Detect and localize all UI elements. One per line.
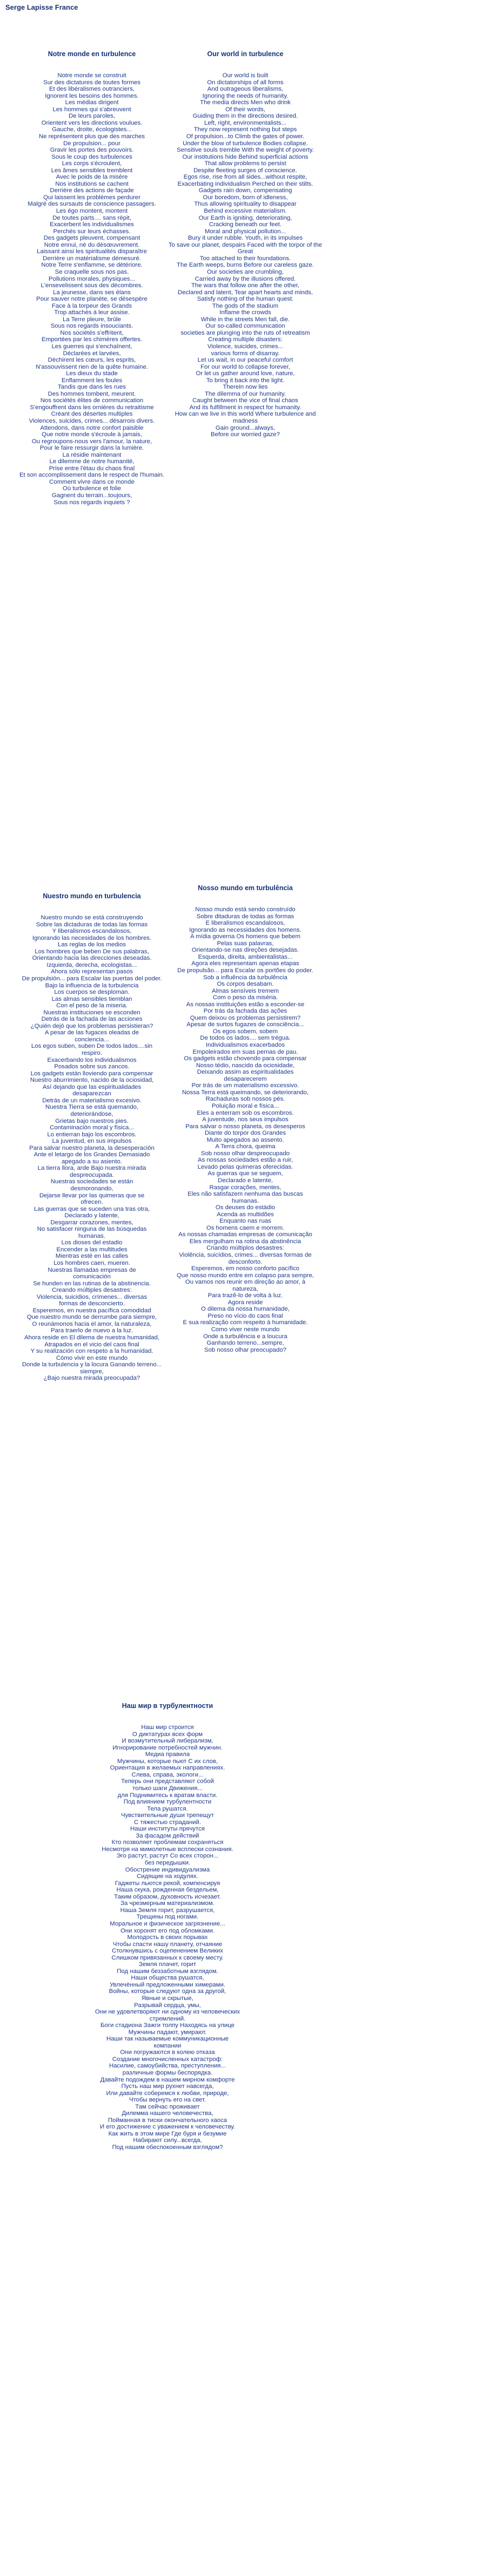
poem-text: Nosso mundo está sendo construído Sobre ditaduras de todas as formas E liberalismos escandalosos, Ignorando as necessidades dos homens. A mídia governa Os homens que bebem Pelas suas palavras, Orientando-se nas direções desejadas. Esquerda, direita, ambientalistas... Agora eles representam apenas etapas De propulsão... para Escalar os portões do poder. Sob a influência da turbulência Os corpos desabam. Almas sensíveis tremem Com o peso da miséria. As nossas instituições estão a esconder-se Por trás da fachada das ações Quem deixou os problemas persistirem? Apesar de surtos fugazes de consciência... Os egos sobem, sobem De todos os lados.... sem trégua. Individualismos exacerbados Empoleirados em suas pernas de pau. Os gadgets estão chovendo para compensar Nosso tédio, nascido da ociosidade, Deixando assim as espiritualidades desaparecerem Por trás de um materialismo excessivo. Nossa Terra está queimando, se deteriorando, Rachaduras sob nossos pés. Poluição moral e física... Eles a enterram sob os escombros. A juventude, nos seus impulsos Para salvar o nosso planeta, os desesperos Diante do torpor dos Grandes Muito apegados ao assento. A Terra chora, queima Sob nosso olhar despreocupado As nossas sociedades estão a ruir, Levado pelas quimeras oferecidas. As guerras que se seguem, Declarado e latente, Rasgar corações, mentes, Eles não satisfazem nenhuma das buscas humanas. Os deuses do estádio Acenda as multidões Enquanto nas ruas Os homens caem e morrem. As nossas chamadas empresas de comunicação Eles mergulham na rotina da abstinência Criando múltiplos desastres: Violência, suicídios, crimes... diversas formas de desconforto. Esperemos, em nosso conforto pacífico Que nosso mundo entre em colapso para sempre, Ou vamos nos reunir em direção ao amor, à natureza, Para trazê-lo de volta à luz. Agora reside O dilema da nossa humanidade, Preso no vício do caos final E sua realização com respeito à humanidade. Como viver neste mundo Onde a turbulência e a loucura Ganhando terreno...sempre, Sob nosso olhar preocupado? [177, 906, 314, 1353]
poem-russian [86, 1695, 249, 2158]
poem-text: Notre monde se construit Sur des dictatures de toutes formes Et des libéralismes outranciers, Ignorent les besoins des hommes. Les médias dirigent Les hommes qui s'abreuvent De leurs paroles, Orientent vers les directions voulues. Gauche, droite, écologistes... Ne représentent plus que des marches De propulsion... pour Gravir les portes des pouvoirs. Sous le coup des turbulences Les corps s'écroulent, Les âmes sensibles tremblent Avec le poids de la misère Nos institutions se cachent Derrière des actions de façade Qui laissent les problèmes perdurer Malgré des sursauts de conscience passagers. Les égo montent, montent De toutes parts.... sans répit, Exacerbent les individualismes Perchés sur leurs échasses. Des gadgets pleuvent, compensant Notre ennui, né du désœuvrement. Laissant ainsi les spiritualités disparaître Derrière un matérialisme démesuré. Notre Terre s'enflamme, se détériore. Se craquelle sous nos pas. Pollutions morales, physiques... L'ensevelissent sous des décombres. La jeunesse, dans ses élans Pour sauver notre planète, se désespère Face à la torpeur des Grands Trop attachés à leur assise. La Terre pleure, brûle Sous nos regards insouciants. Nos sociétés s'effritent, Emportées par les chimères offertes. Les guerres qui s'enchaînent, Déclarées et larvées, Déchirent les cœurs, les esprits, N'assouvissent rien de la quête humaine. Les dieux du stade Enflamment les foules Tandis que dans les rues Des hommes tombent, meurent. Nos sociétés élites de communication S'engouffrent dans les ornières du retraitisme Créant des désertes multiples Violences, suicides, crimes... désarrois divers. Attendons, dans notre confort paisible Que notre monde s'écroule à jamais, Ou regroupons-nous vers l'amour, la nature, Pour le faire ressurgir dans la lumière. La résidie maintenant Le dilemme de notre humanité, Prise entre l'étau du chaos final Et son accomplissement dans le respect de l'humain. Comment vivre dans ce monde Où turbulence et folie Gagnent du terrain...toujours, Sous nos regards inquiets ? [19, 72, 165, 506]
poem-text: Nuestro mundo se está construyendo Sobre las dictaduras de todas las formas Y liberalismos escandalosos, Ignorando las necesidades de los hombres. Las reglas de los medios Los hombres que beben De sus palabras, Orientando hacia las direcciones deseadas. Izquierda, derecha, ecologistas... Ahora sólo representan pasos De propulsión... para Escalar las puertas del poder. Bajo la influencia de la turbulencia Los cuerpos se desploman. Las almas sensibles tiemblan Con el peso de la miseria. Nuestras instituciones se esconden Detrás de la fachada de las acciones ¿Quién dejó que los problemas persistieran? A pesar de las fugaces oleadas de conciencia... Los egos suben, suben De todos lados....sin respiro. Exacerbando los individualismos Posados sobre sus zancos. Los gadgets están lloviendo para compensar Nuestro aburrimiento, nacido de la ociosidad, Así dejando que las espiritualidades desaparezcan Detrás de un materialismo excesivo. Nuestra Tierra se está quemando, deteriorándose, Grietas bajo nuestros pies. Contaminación moral y física... Lo entierran bajo los escombros. La juventud, en sus impulsos Para salvar nuestro planeta, la desesperación Ante el letargo de los Grandes Demasiado apegado a su asiento. La tierra llora, arde Bajo nuestra mirada despreocupada. Nuestras sociedades se están desmoronando, Dejarse llevar por las quimeras que se ofrecen. Las guerras que se suceden una tras otra, Declarado y latente, Desgarrar corazones, mentes, No satisfacer ninguna de las búsquedas humanas. Los dioses del estadio Encender a las multitudes Mientras esté en las calles Los hombres caen, mueren. Nuestras llamadas empresas de comunicación Se hunden en las rutinas de la abstinencia. Creando múltiples desastres: Violencia, suicidios, crímenes... diversas formas de desconcierto. Esperemos, en nuestra pacífica comodidad Que nuestro mundo se derrumbe para siempre, O reunámonos hacia el amor, la naturaleza, Para traerlo de nuevo a la luz. Ahora reside en El dilema de nuestra humanidad, Atrapados en el vicio del caos final Y su realización con respeto a la humanidad. Cómo vivir en este mundo Donde la turbulencia y la locura Ganando terreno... siempre, ¿Bajo nuestra mirada preocupada? [22, 914, 162, 1382]
poem-portuguese [167, 877, 324, 1360]
poem-text: Наш мир строится О диктатурах всех форм И возмутительный либерализм, Игнорирование потребностей мужчин. Медиа правила Мужчины, которые пьют С их слов, Ориентация в желаемых направлениях. Слева, справа, экологи... Теперь они представляют собой только шаги Движения... для Поднимитесь к вратам власти. Под влиянием турбулентности Тела рушатся. Чувствительные души трепещут С тяжестью страданий. Наши институты прячутся За фасадом действий Кто позволяет проблемам сохраняться Несмотря на мимолетные всплески сознания. Эго растут, растут Со всех сторон... без передышки. Обострение индивидуализма Сидящие на ходулях. Гаджеты льются рекой, компенсируя Наша скука, рожденная бездельем, Таким образом, духовность исчезает. За чрезмерным материализмом. Наша Земля горит, разрушается, Трещины под ногами. Моральное и физическое загрязнение... Они хоронят его под обломками. Молодость в своих порывах Чтобы спасти нашу планету, отчаяние Столкнувшись с оцепенением Великих Слишком привязанных к своему месту. Земля плачет, горит Под нашим беззаботным взглядом. Наши общества рушатся, Увлечённый предложенными химерами. Войны, которые следуют одна за другой, Явные и скрытые, Разрывай сердца, умы, Они не удовлетворяют ни одному из человеческих стремлений. Боги стадиона Зажги толпу Находясь на улице Мужчины падают, умирают. Наши так называемые коммуникационные компании Они погружаются в колею отказа Создание многочисленных катастроф: Насилие, самоубийства, преступления... различные формы беспорядка. Давайте подождем в нашем мирном комфорте Пусть наш мир рухнет навсегда, Или давайте соберемся к любви, природе, Чтобы вернуть его на свет. Там сейчас проживает Дилемма нашего человечества, Пойманная в тиски окончательного хаоса И его достижение с уважением к человечеству. Как жить в этом мире Где буря и безумие Набирают силу...всегда, Под нашим обеспокоенным взглядом? [95, 1724, 240, 2151]
poem-title: Nuestro mundo en turbulencia [43, 892, 141, 900]
poem-spanish [14, 885, 170, 1388]
poem-english [167, 43, 324, 445]
poem-french [14, 43, 170, 513]
author-name: Serge Lapisse France [5, 3, 78, 11]
poem-text: Our world is built On dictatorships of all forms And outrageous liberalisms, Ignoring the needs of humanity. The media directs Men who drink Of their words, Guiding them in the directions desired. Left, right, environmentalists... They now represent nothing but steps Of propulsion...to Climb the gates of power. Under the blow of turbulence Bodies collapse. Sensitive souls tremble With the weight of poverty. Our institutions hide Behind superficial actions That allow problems to persist Despite fleeting surges of conscience. Egos rise, rise from all sides...without respite, Exacerbating individualism Perched on their stilts. Gadgets rain down, compensating Our boredom, born of idleness, Thus allowing spirituality to disappear Behind excessive materialism. Our Earth is igniting, deteriorating, Cracking beneath our feet. Moral and physical pollution... Bury it under rubble. Youth, in its impulses To save our planet, despairs Faced with the torpor of the Great Too attached to their foundations. The Earth weeps, burns Before our careless gaze. Our societies are crumbling, Carried away by the illusions offered. The wars that follow one after the other, Declared and latent, Tear apart hearts and minds, Satisfy nothing of the human quest. The gods of the stadium Inflame the crowds While in the streets Men fall, die. Our so-called communication societies are plunging into the ruts of retreatism Creating multiple disasters: Violence, suicides, crimes... various forms of disarray. Let us wait, in our peaceful comfort For our world to collapse forever, Or let us gather around love, nature, To bring it back into the light. Therein now lies The dilemma of our humanity. Caught between the vice of final chaos And its fulfillment in respect for humanity. How can we live in this world Where turbulence and madness Gain ground...always, Before our worried gaze? [168, 72, 323, 438]
poem-title: Наш мир в турбулентности [122, 1701, 213, 1710]
poem-title: Nosso mundo em turbulência [198, 884, 293, 892]
poem-title: Notre monde en turbulence [48, 50, 136, 58]
poem-title: Our world in turbulence [207, 50, 284, 58]
